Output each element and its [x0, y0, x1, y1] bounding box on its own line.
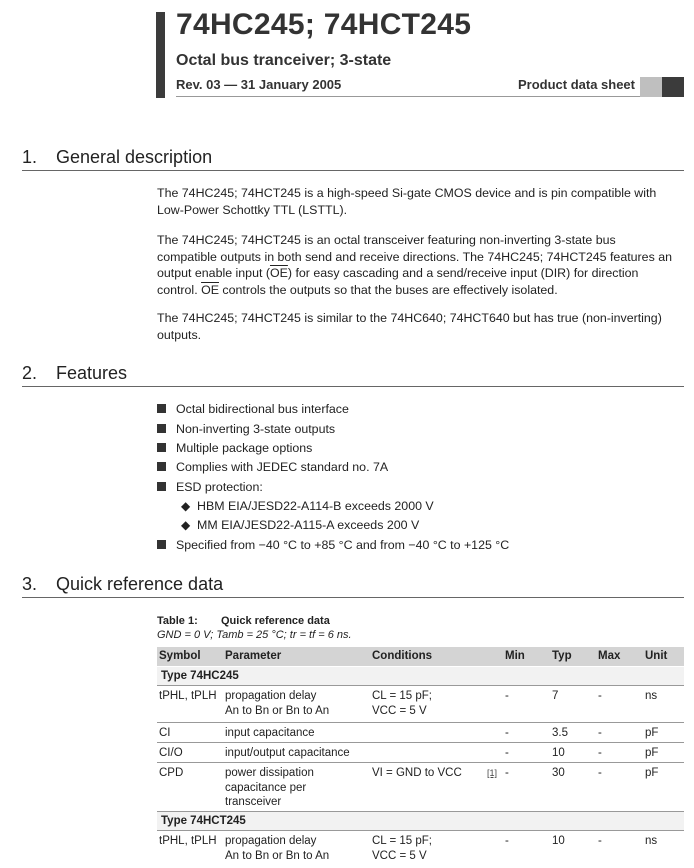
cell-unit: ns — [645, 835, 658, 847]
cell-max: - — [598, 727, 602, 739]
table-group-row: Type 74HCT245 — [157, 812, 684, 831]
header-unit: Unit — [645, 650, 668, 662]
paragraph-2 — [157, 232, 677, 298]
cell-typ: 7 — [552, 690, 559, 702]
footnote-ref-link[interactable]: [1] — [487, 768, 498, 778]
table-caption — [157, 615, 330, 627]
header-max: Max — [598, 650, 621, 662]
cell-parameter: input capacitance — [225, 727, 315, 739]
cell-conditions: CL = 15 pF; VCC = 5 V — [372, 835, 432, 862]
table-row — [157, 723, 684, 743]
section-title: Features — [56, 363, 128, 383]
section-heading-general — [22, 144, 684, 171]
cell-symbol: tPHL, tPLH — [159, 690, 217, 702]
cell-parameter: propagation delay An to Bn or Bn to An — [225, 690, 330, 717]
table-row — [157, 686, 684, 723]
feature-subitem: ◆ MM EIA/JESD22-A115-A exceeds 200 V — [181, 518, 420, 532]
cell-unit: pF — [645, 747, 659, 759]
cell-max: - — [598, 835, 602, 847]
cell-max: - — [598, 767, 602, 779]
cell-unit: pF — [645, 767, 659, 779]
cell-typ: 10 — [552, 835, 565, 847]
header-accent-bar — [156, 12, 165, 98]
cell-unit: ns — [645, 690, 658, 702]
cell-conditions: VI = GND to VCC — [372, 767, 462, 779]
cell-max: - — [598, 690, 602, 702]
cell-symbol: CI — [159, 727, 171, 739]
table-row — [157, 831, 684, 867]
table-header-row — [157, 647, 684, 666]
section-heading-quickref — [22, 571, 684, 598]
diamond-bullet-icon: ◆ — [181, 499, 191, 513]
cell-min: - — [505, 835, 509, 847]
feature-item: Octal bidirectional bus interface — [157, 402, 349, 416]
feature-item: Specified from −40 °C to +85 °C and from −40 °C to +125 °C — [157, 538, 509, 552]
feature-item: Multiple package options — [157, 441, 312, 455]
cell-min: - — [505, 747, 509, 759]
doc-type-label: Product data sheet — [517, 77, 635, 92]
document-subtitle: Octal bus tranceiver; 3-state — [176, 52, 392, 69]
header-typ: Typ — [552, 650, 572, 662]
header-conditions: Conditions — [372, 650, 433, 662]
diamond-bullet-icon: ◆ — [181, 518, 191, 532]
table-row — [157, 743, 684, 763]
table-row — [157, 763, 684, 812]
oe-signal: $\overline{OE}$ — [269, 266, 288, 280]
paragraph-2-text-c: controls the outputs so that the buses are effectively isolated. — [218, 282, 558, 297]
bullet-square-icon — [157, 540, 166, 549]
bullet-square-icon — [157, 404, 166, 413]
header-min: Min — [505, 650, 525, 662]
section-number: 3. — [22, 574, 38, 594]
cell-typ: 3.5 — [552, 727, 568, 739]
table-caption-text: Quick reference data — [221, 615, 330, 627]
section-heading-features — [22, 360, 684, 387]
table-group-row: Type 74HC245 — [157, 667, 684, 686]
table-label: Table 1: — [157, 615, 198, 627]
cell-parameter: propagation delay An to Bn or Bn to An — [225, 835, 330, 862]
section-number: 2. — [22, 363, 38, 383]
cell-typ: 10 — [552, 747, 565, 759]
section-title: General description — [56, 147, 213, 167]
bullet-square-icon — [157, 443, 166, 452]
table-conditions: GND = 0 V; Tamb = 25 °C; tr = tf = 6 ns. — [157, 629, 352, 641]
bullet-square-icon — [157, 424, 166, 433]
section-number: 1. — [22, 147, 38, 167]
cell-min: - — [505, 690, 509, 702]
section-title: Quick reference data — [56, 574, 224, 594]
feature-item: Non-inverting 3-state outputs — [157, 422, 335, 436]
paragraph-2-text-b: ) for easy cascading and a send/receive input (DIR) for direction control. — [157, 266, 639, 297]
feature-subitem: ◆ HBM EIA/JESD22-A114-B exceeds 2000 V — [181, 499, 434, 513]
oe-signal: $\overline{OE}$ — [201, 282, 219, 297]
revision-text: Rev. 03 — 31 January 2005 — [176, 77, 342, 92]
paragraph-1: The 74HC245; 74HCT245 is a high-speed Si-gate CMOS device and is pin compatible with Low-Power Schottky TTL (LSTTL). — [157, 186, 657, 217]
cell-max: - — [598, 747, 602, 759]
cell-symbol: CPD — [159, 767, 184, 779]
cell-parameter: power dissipation capacitance per transceiver — [225, 767, 314, 808]
paragraph-3: The 74HC245; 74HCT245 is similar to the 74HC640; 74HCT640 but has true (non-inverting) outputs. — [157, 311, 662, 342]
cell-unit: pF — [645, 727, 659, 739]
cell-symbol: CI/O — [159, 747, 183, 759]
dark-tab-block — [662, 77, 684, 97]
header-symbol: Symbol — [159, 650, 201, 662]
cell-conditions: CL = 15 pF; VCC = 5 V — [372, 690, 432, 717]
cell-symbol: tPHL, tPLH — [159, 835, 217, 847]
grey-tab-block — [640, 77, 662, 97]
bullet-square-icon — [157, 462, 166, 471]
paragraph-2-text-a: The 74HC245; 74HCT245 is an octal transceiver featuring non-inverting 3-state bus compatible outputs in both send and receive directions. The 74HC245; 74HCT245 features an output enable input ( — [157, 233, 672, 280]
bullet-square-icon — [157, 482, 166, 491]
feature-item: Complies with JEDEC standard no. 7A — [157, 460, 388, 474]
cell-min: - — [505, 767, 509, 779]
cell-parameter: input/output capacitance — [225, 747, 350, 759]
header-parameter: Parameter — [225, 650, 282, 662]
cell-typ: 30 — [552, 767, 565, 779]
document-title: 74HC245; 74HCT245 — [176, 8, 472, 41]
revision-row — [176, 77, 684, 97]
cell-min: - — [505, 727, 509, 739]
feature-item: ESD protection: — [157, 480, 263, 494]
